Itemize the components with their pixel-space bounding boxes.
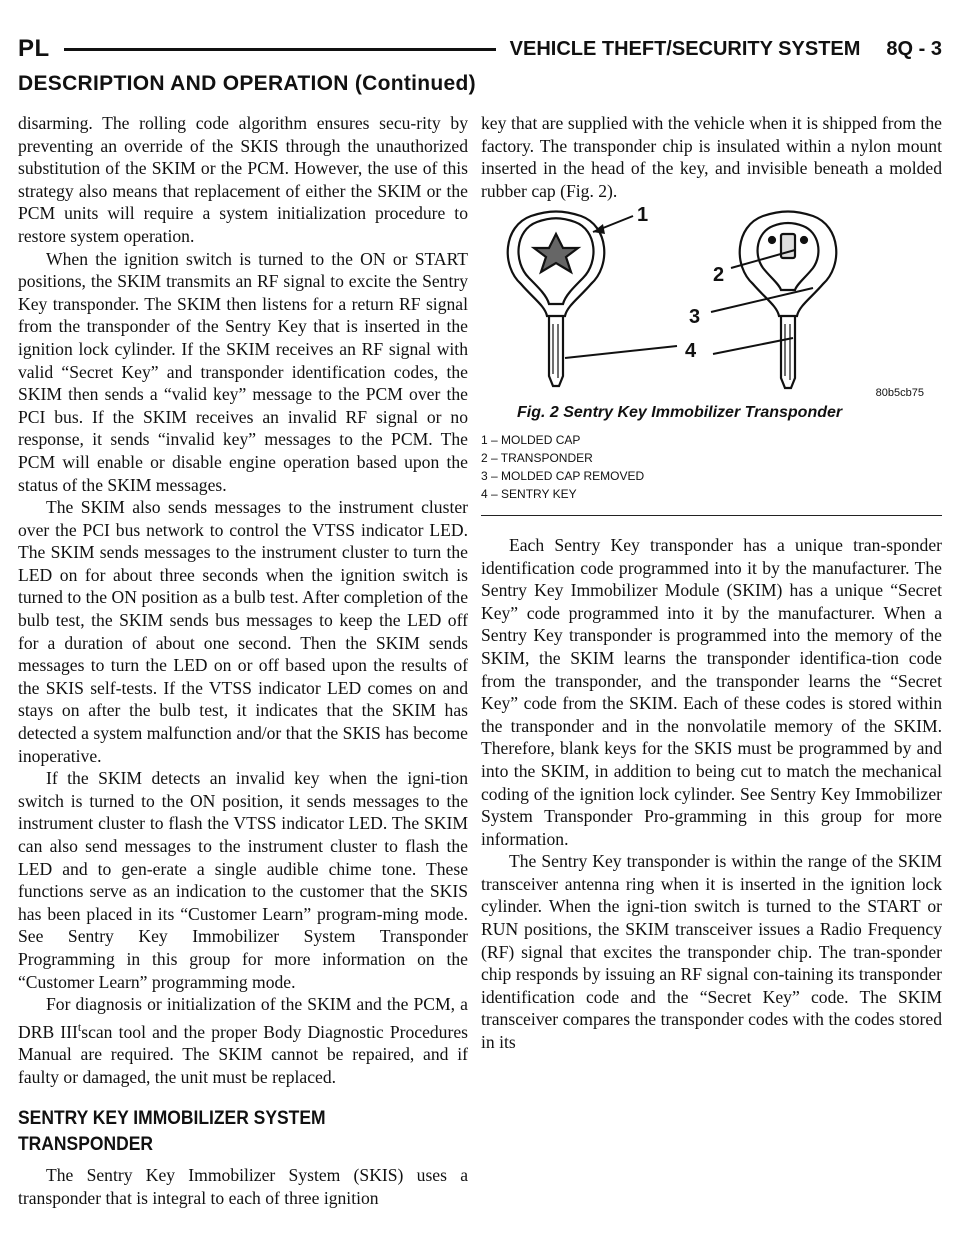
sentry-key-cap-removed	[740, 212, 837, 389]
figure-id: 80b5cb75	[875, 387, 924, 400]
right-column	[481, 112, 942, 1054]
header-title: VEHICLE THEFT/SECURITY SYSTEM	[509, 37, 861, 60]
paragraph: disarming. The rolling code algorithm ensures secu-rity by preventing an override of the SKIS through the unauthorized substitution of the SKIM or the PCM. However, the use of this strategy also means that replacement of either the SKIM or the PCM units will require a system initialization procedure to restore system operation.	[18, 113, 468, 246]
page-header	[18, 32, 942, 66]
legend-item: 1 – MOLDED CAP	[481, 432, 581, 447]
figure-caption-block	[481, 402, 942, 516]
paragraph: When the ignition switch is turned to the ON or START positions, the SKIM transmits an RF signal to excite the Sentry Key transponder. The SKIM then listens for a return RF signal from the transponder of the Sentry Key that is inserted in the ignition lock cylinder. If the SKIM receives an RF signal with valid “Secret Key” and transponder identification codes, the SKIM then sends a “valid key” message to the PCM over the PCI bus. If the SKIM receives an invalid RF signal or no response, it sends “invalid key” messages to the PCM. The PCM will enable or disable engine operation based upon the status of the SKIM messages.	[18, 248, 468, 495]
paragraph: If the SKIM detects an invalid key when the igni-tion switch is turned to the ON position, it sends messages to the instrument cluster to flash the VTSS indicator LED. The SKIM can also send messages to the instrument cluster to flash the LED and to gen-erate a single audible chime tone. These functions serve as an indication to the customer that the SKIS has been placed in its “Customer Learn” program-ming mode. See Sentry Key Immobilizer System Transponder Programming in this group for more information on the “Customer Learn” programming mode.	[18, 768, 468, 992]
subheading: SENTRY KEY IMMOBILIZER SYSTEM TRANSPONDER	[18, 1108, 326, 1156]
header-section-code: PL	[18, 35, 50, 62]
legend-item: 2 – TRANSPONDER	[481, 450, 593, 465]
paragraph: Each Sentry Key transponder has a unique tran-sponder identification code programmed into it by the manufacturer. The Sentry Key Immobilizer Module (SKIM) has a unique “Secret Key” code programmed into it by the manufacturer. When a Sentry Key transponder is programmed into the memory of the SKIM, the SKIM learns the transponder identifica-tion code from the transponder, and the transponder learns the “Secret Key” code from the SKIM. Each of these codes is stored within the transponder and in the nonvolatile memory of the SKIM. Therefore, blank keys for the SKIS must be programmed by and into the SKIM, in addition to being cut to match the mechanical coding of the ignition lock cylinder. See Sentry Key Immobilizer System Transponder Pro-gramming in this group for more information.	[481, 534, 942, 849]
figure-caption: Fig. 2 Sentry Key Immobilizer Transponder	[517, 404, 843, 422]
trademark-symbol: t	[77, 1019, 82, 1034]
paragraph-text: scan tool and the proper Body Diagnostic Procedures Manual are required. The SKIM cannot be repaired, and if faulty or damaged, the unit must be replaced.	[18, 1021, 468, 1087]
callout-1: 1	[637, 204, 649, 227]
paragraph: key that are supplied with the vehicle when it is shipped from the factory. The transponder chip is insulated within a nylon mount inserted in the head of the key, and invisible beneath a molded rubber cap (Fig. 2).	[481, 113, 942, 201]
sentry-key-with-cap	[508, 212, 605, 387]
paragraph: The SKIM also sends messages to the instrument cluster over the PCI bus network to control the VTSS indicator LED. The SKIM sends messages to the instrument cluster to turn the LED on for about three seconds when the ignition switch is turned to the ON position as a bulb test. After completion of the bulb test, the SKIM sends bus messages to keep the LED off for a duration of about one second. Then the SKIM sends messages to turn the LED on or off based upon the results of the SKIS self-tests. If the VTSS indicator LED comes on and stays on after the bulb test, it indicates that the SKIM has detected a system malfunction and/or that the SKIS has become inoperative.	[18, 497, 468, 766]
callout-2: 2	[713, 264, 725, 287]
header-rule	[64, 48, 496, 51]
paragraph: The Sentry Key Immobilizer System (SKIS) uses a transponder that is integral to each of three ignition	[18, 1165, 468, 1208]
paragraph	[18, 993, 468, 1088]
section-title: DESCRIPTION AND OPERATION (Continued)	[18, 72, 476, 95]
paragraph: The Sentry Key transponder is within the range of the SKIM transceiver antenna ring when it is inserted in the ignition lock cylinder. When the igni-tion switch is turned to the START or RUN positions, the SKIM transceiver issues a Radio Frequency (RF) signal that excites the transponder chip. The tran-sponder chip responds by issuing an RF signal con-taining its transponder identification code and the “Secret Key” code. The SKIM transceiver compares the transponder codes with the codes stored in its	[481, 851, 942, 1053]
page-number: 8Q - 3	[886, 37, 942, 60]
left-column	[18, 112, 468, 1210]
paragraph-text: For diagnosis or initialization of the SKIM and the PCM, a DRB III	[18, 994, 468, 1042]
key-diagram	[481, 206, 942, 396]
legend-item: 4 – SENTRY KEY	[481, 486, 577, 501]
callout-3: 3	[689, 306, 701, 329]
legend-item: 3 – MOLDED CAP REMOVED	[481, 468, 645, 483]
callout-4: 4	[685, 340, 697, 363]
figure-key-illustration	[481, 204, 942, 400]
